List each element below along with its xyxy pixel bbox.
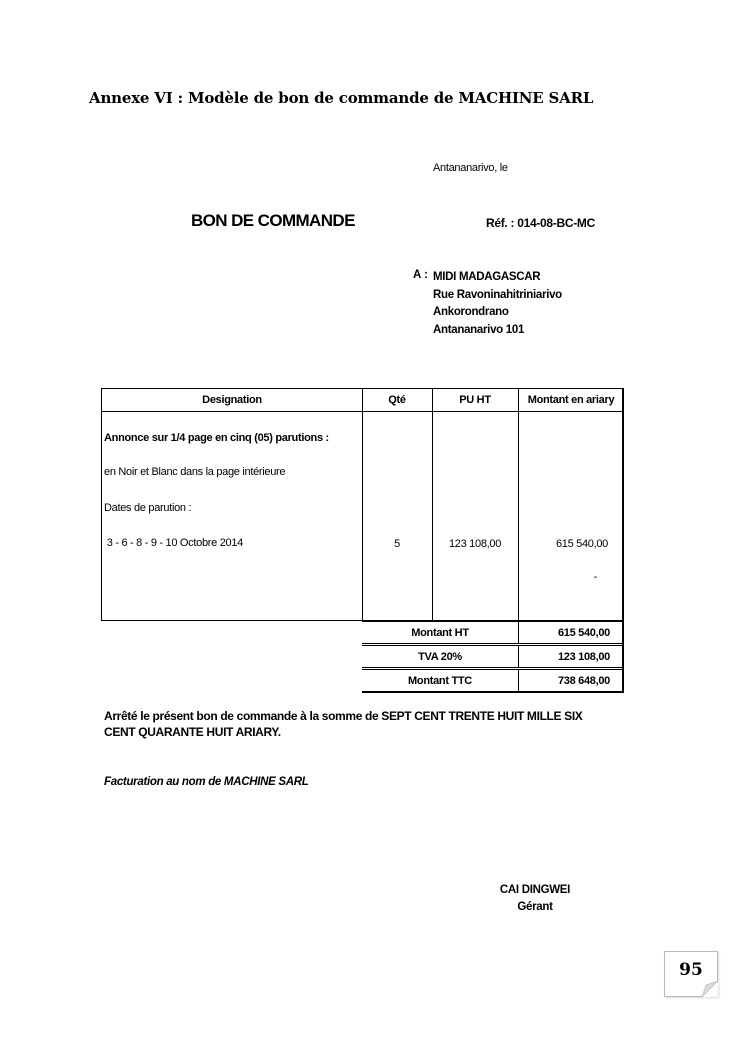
designation-line: Dates de parution : (104, 502, 192, 514)
column-divider (518, 389, 519, 620)
recipient-city: Antananarivo 101 (433, 323, 525, 336)
total-ttc-value: 738 648,00 (557, 675, 610, 687)
tva-value: 123 108,00 (557, 651, 610, 663)
total-ttc-label: Montant TTC (408, 675, 472, 687)
order-table (101, 388, 624, 621)
recipient-address (433, 269, 562, 339)
total-ht-value: 615 540,00 (557, 627, 610, 639)
column-divider (362, 389, 363, 620)
totals-block (362, 621, 624, 691)
amount-in-words: Arrêté le présent bon de commande à la somme de SEPT CENT TRENTE HUIT MILLE SIX CENT QUARANTE HUIT ARIARY. (104, 709, 583, 739)
signer-name: CAI DINGWEI (499, 884, 571, 896)
amount-value: 615 540,00 (555, 538, 608, 550)
reference-number: Réf. : 014-08-BC-MC (486, 216, 595, 230)
page-number-box (664, 951, 718, 997)
total-ttc-row (362, 669, 624, 691)
billing-note: Facturation au nom de MACHINE SARL (104, 776, 309, 788)
document-title: BON DE COMMANDE (191, 211, 355, 230)
header-amount: Montant en ariary (527, 394, 615, 406)
quantity-value: 5 (394, 538, 400, 550)
column-divider (432, 389, 433, 620)
header-unit-price: PU HT (459, 394, 491, 406)
tva-label: TVA 20% (418, 651, 462, 663)
tva-row (362, 645, 624, 667)
header-divider (102, 411, 622, 412)
designation-line: en Noir et Blanc dans la page intérieure (104, 466, 286, 478)
place-date: Antananarivo, le (433, 162, 508, 174)
recipient-district: Ankorondrano (433, 306, 509, 318)
total-ht-row (362, 621, 624, 643)
page-fold-icon (702, 981, 718, 997)
recipient-street: Rue Ravoninahitriniarivo (433, 288, 562, 301)
recipient-label: A : (413, 269, 428, 281)
annex-title: Annexe VI : Modèle de bon de commande de MACHINE SARL (89, 89, 594, 107)
page-number: 95 (679, 960, 703, 980)
designation-line: 3 - 6 - 8 - 9 - 10 Octobre 2014 (104, 537, 243, 549)
unit-price-value: 123 108,00 (448, 538, 502, 550)
header-designation: Designation (202, 394, 262, 406)
signer-role: Gérant (517, 901, 553, 913)
header-quantity: Qté (388, 394, 406, 406)
recipient-name: MIDI MADAGASCAR (433, 271, 541, 283)
signature-block (470, 882, 600, 916)
designation-line: Annonce sur 1/4 page en cinq (05) parutions : (104, 432, 329, 444)
total-ht-label: Montant HT (411, 627, 469, 639)
amount-dash: - (593, 571, 597, 583)
